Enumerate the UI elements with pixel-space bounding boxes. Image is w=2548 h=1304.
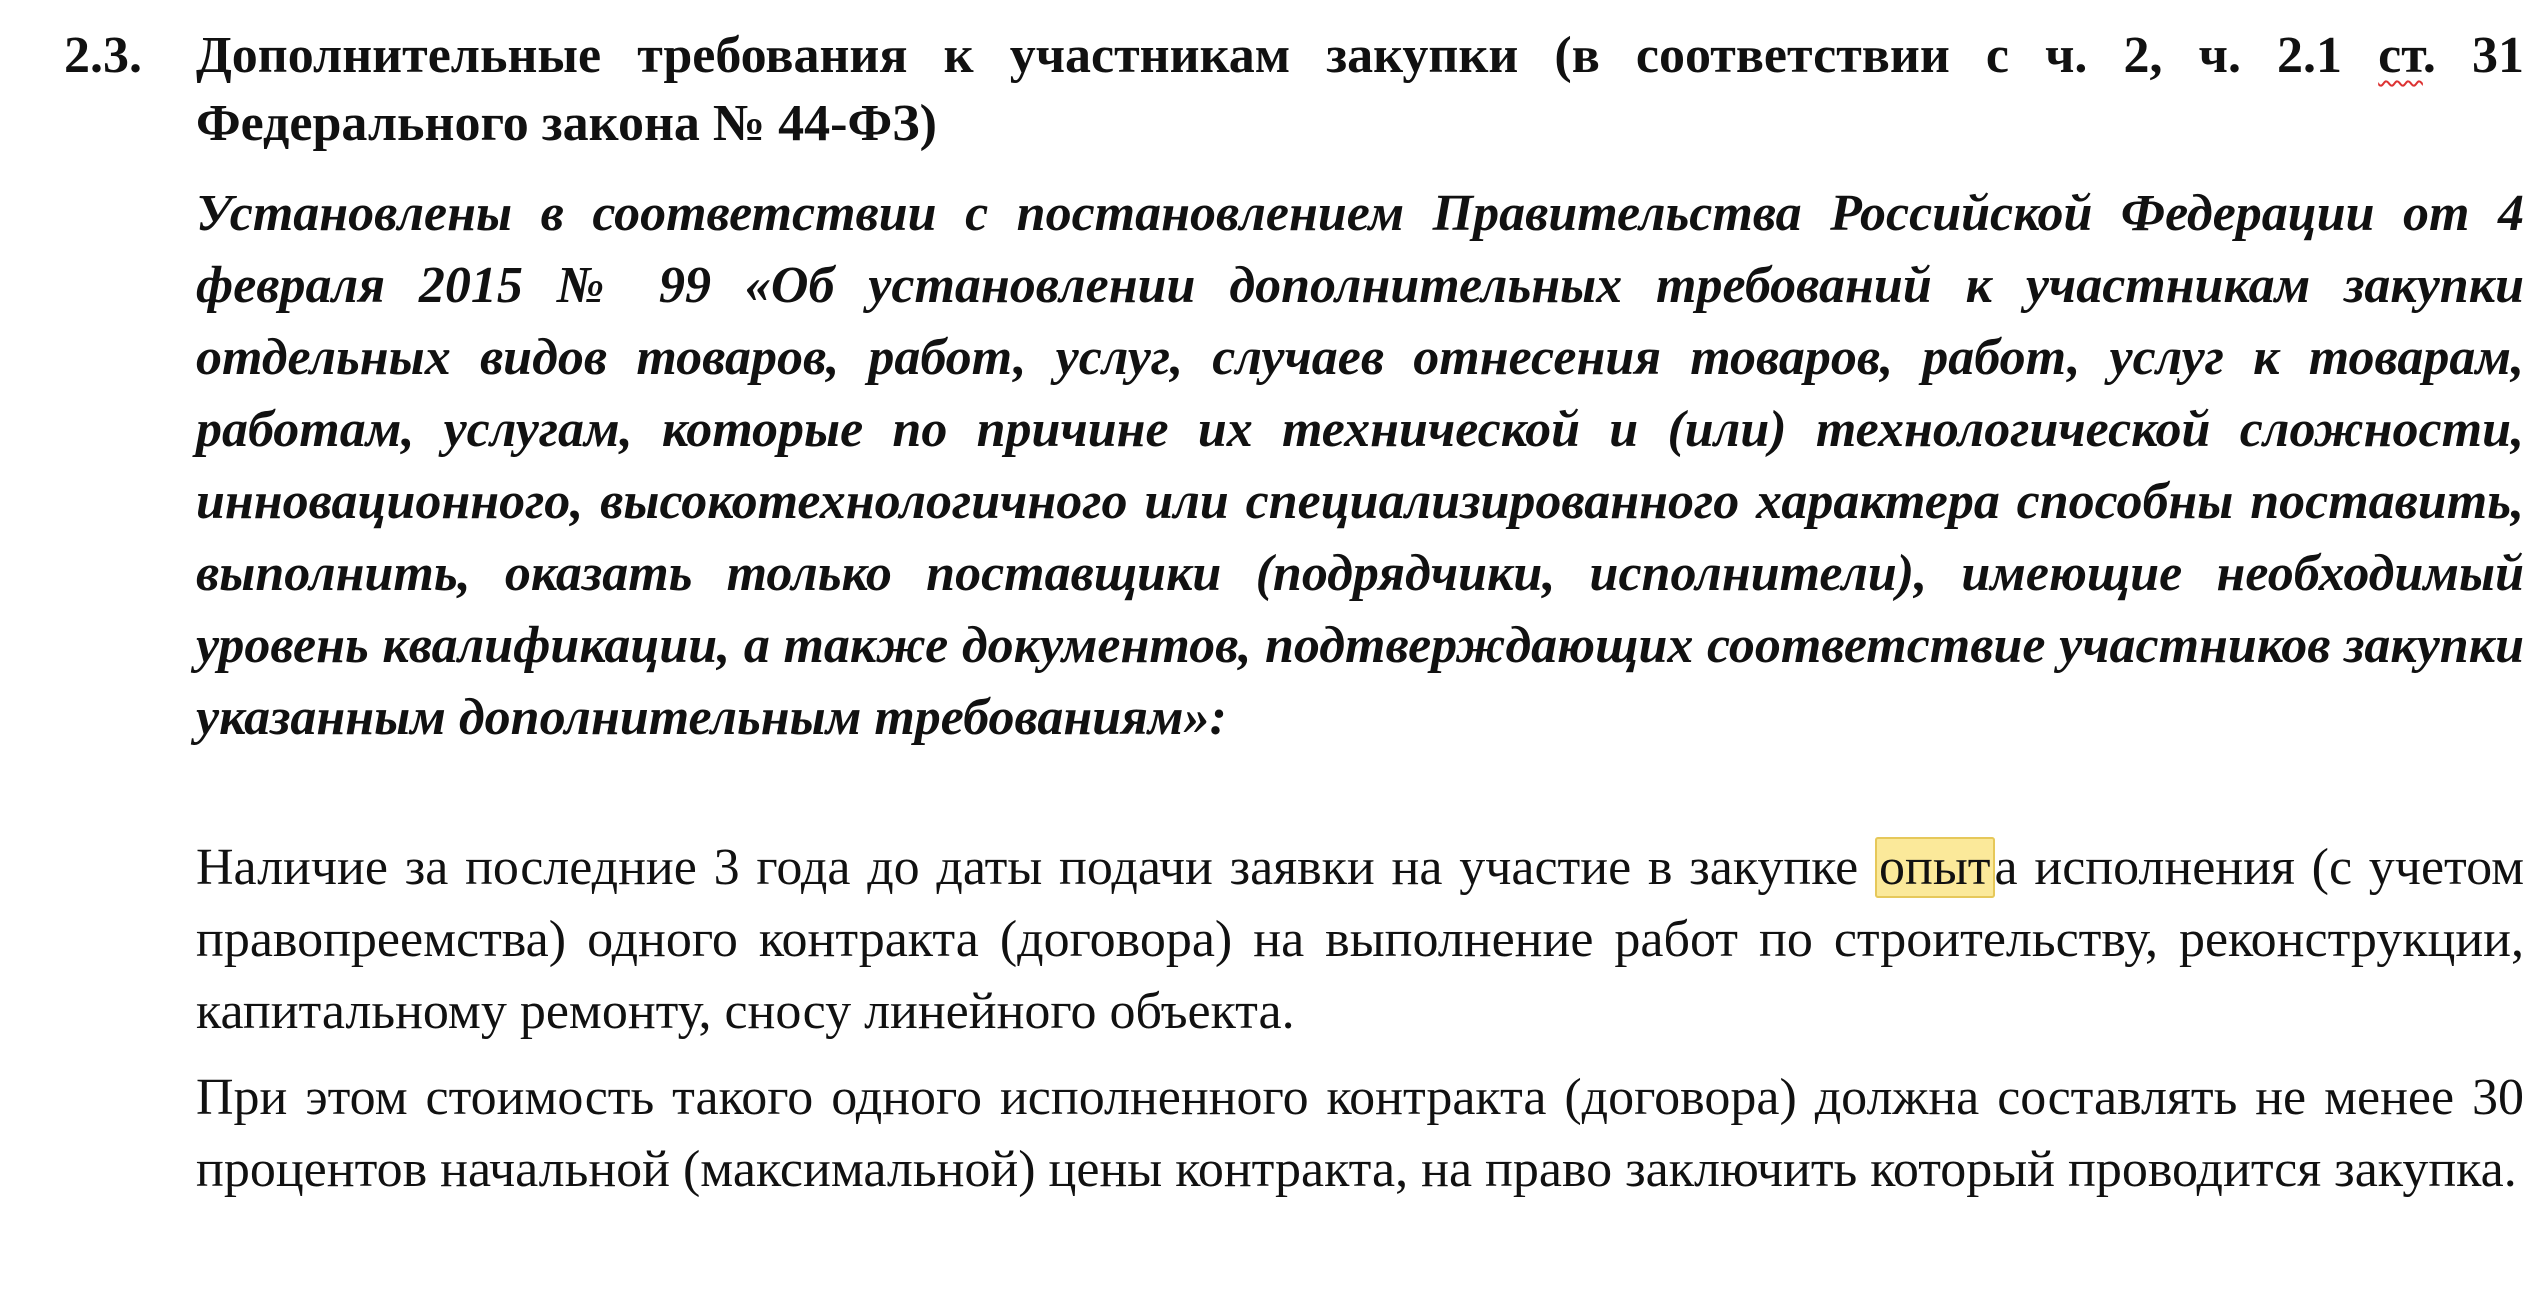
italic-requirements-paragraph: Установлены в соответствии с постановлением Правительства Российской Федерации от 4 февраля 2015 № 99 «Об установлении дополнительных требований к участникам закупки отдельных видов товаров, работ, услуг, случаев отнесения товаров, работ, услуг к товарам, работам, услугам, которые по причине их технической и (или) технологической сложности, инновационного, высокотехнологичного или специализированного характера способны поставить, выполнить, оказать только поставщики (подрядчики, исполнители), имеющие необходимый уровень квалификации, а также документов, подтверждающих соответствие участников закупки указанным дополнительным требованиям»: — [196, 185, 2524, 746]
cost-paragraph: При этом стоимость такого одного исполненного контракта (договора) должна составлять не менее 30 процентов начальной (максимальной) цены контракта, на право заключить который проводится закупка. — [196, 1069, 2524, 1198]
section-title — [196, 22, 2524, 158]
section-title-start: Дополнительные требования к участникам закупки (в соответствии с ч. 2, ч. 2.1 — [196, 27, 2379, 84]
experience-text-start: Наличие за последние 3 года до даты подачи заявки на участие в закупке — [196, 839, 1876, 896]
section-title-end: . 31 Федерального закона № 44-ФЗ) — [196, 27, 2524, 152]
spellcheck-flagged-word[interactable]: ст — [2378, 27, 2423, 84]
section-number: 2.3. — [64, 27, 142, 84]
search-highlight[interactable]: опыт — [1875, 837, 1995, 898]
experience-text-end: а исполнения (с учетом правопреемства) одного контракта (договора) на выполнение работ по строительству, реконструкции, капитальному ремонту, сносу линейного объекта. — [196, 839, 2524, 1040]
experience-paragraph — [196, 832, 2524, 1048]
